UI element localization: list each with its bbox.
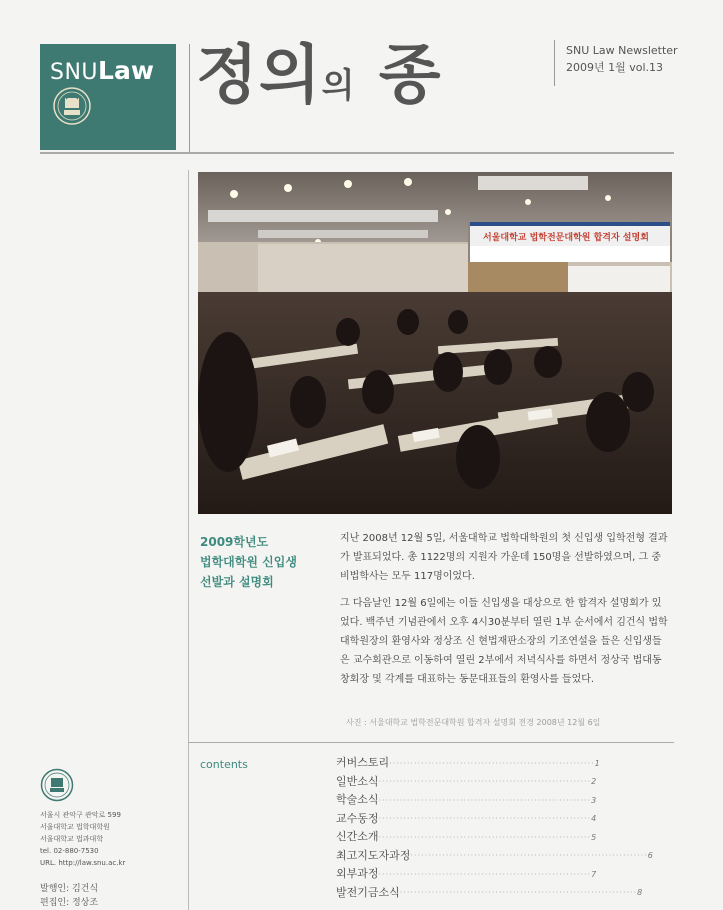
- contents-label: contents: [200, 758, 248, 771]
- article-paragraph: 지난 2008년 12월 5일, 서울대학교 법학대학원의 첫 신입생 입학전형 결과가 발표되었다. 총 1122명의 지원자 가운데 150명을 선발하였으며, 그 중 비법학사는 모두 117명이었다.: [340, 533, 668, 582]
- university-seal-icon: [52, 86, 92, 126]
- address-block: [40, 809, 125, 869]
- toc-leader: ····························································: [378, 777, 592, 786]
- toc-item[interactable]: [336, 828, 636, 847]
- table-of-contents: [336, 754, 653, 902]
- toc-item[interactable]: [336, 791, 636, 810]
- masthead-divider-right: [554, 40, 555, 86]
- contents-rule: [188, 742, 674, 743]
- toc-page: 6: [647, 851, 653, 860]
- toc-page: 4: [591, 814, 597, 823]
- snu-law-logo: [50, 56, 154, 85]
- toc-title: 일반소식: [336, 774, 379, 788]
- logo-law-text: Law: [98, 56, 154, 85]
- masthead-divider: [189, 44, 190, 152]
- toc-title: 교수동정: [336, 811, 379, 825]
- title-small: 의: [321, 66, 356, 106]
- toc-page: 7: [591, 869, 597, 879]
- newsletter-name: SNU Law Newsletter: [566, 44, 678, 57]
- toc-page: 1: [594, 758, 600, 768]
- toc-page: 5: [591, 832, 597, 842]
- toc-leader: ··························································: [389, 758, 595, 768]
- toc-title: 외부과정: [336, 867, 379, 880]
- toc-item[interactable]: [336, 754, 636, 773]
- publisher-block: [40, 882, 98, 910]
- address-line: 서울대학교 법과대학: [40, 835, 104, 843]
- photo-caption: 사진 : 서울대학교 법학전문대학원 합격자 설명회 전경 2008년 12월 6일: [346, 718, 601, 727]
- column-rule: [188, 170, 189, 910]
- toc-leader: ···································································: [410, 851, 648, 860]
- address-line: 서울대학교 법학대학원: [40, 823, 110, 831]
- toc-page: 3: [591, 795, 597, 805]
- toc-title: 커버스토리: [336, 756, 390, 769]
- publisher: 발행인: 김건식: [40, 884, 99, 894]
- toc-title: 학술소식: [336, 793, 379, 806]
- top-rule: [40, 152, 674, 154]
- article-paragraph: 그 다음날인 12월 6일에는 이들 신입생을 대상으로 한 합격자 설명회가 있었다. 백주년 기념관에서 오후 4시30분부터 열린 1부 순서에서 김건식 법학대학원장의 환영사와 정상조 신 현법재판소장의 기조연설을 들은 신입생들은 교수회관으로 이동하여 열린 2부에서 저녁식사를 하면서 정상국 법대동창회장 및 각계를 대표하는 동문대표들의 환영사를 들었다.: [340, 598, 668, 685]
- toc-item[interactable]: [336, 810, 636, 829]
- toc-leader: ····························································: [378, 795, 592, 805]
- toc-item[interactable]: [336, 884, 643, 903]
- issue-date: 2009년 1월 vol.13: [566, 61, 664, 74]
- university-seal-icon: [40, 768, 74, 802]
- article-headline: [200, 532, 320, 592]
- toc-title: 신간소개: [336, 830, 379, 843]
- headline-line: 2009학년도: [200, 535, 269, 549]
- article-body: [340, 529, 668, 697]
- headline-line: 법학대학원 신입생: [200, 555, 297, 569]
- toc-leader: ····························································: [378, 814, 592, 823]
- cover-photo: [198, 172, 672, 514]
- headline-line: 선발과 설명회: [200, 575, 274, 589]
- banner-text: 서울대학교 법학전문대학원 합격자 설명회: [483, 233, 649, 243]
- logo-snu-text: SNU: [50, 60, 99, 85]
- toc-leader: ···································································: [399, 888, 638, 897]
- toc-title: 발전기금소식: [336, 885, 400, 899]
- newsletter-title: [196, 39, 442, 113]
- url-line: URL. http://law.snu.ac.kr: [40, 859, 126, 867]
- toc-leader: ····························································: [378, 832, 592, 842]
- editor: 편집인: 정상조: [40, 898, 99, 908]
- toc-page: 8: [637, 888, 643, 897]
- title-part2: 종: [378, 39, 442, 113]
- toc-title: 최고지도자과정: [336, 848, 411, 862]
- toc-leader: ····························································: [378, 869, 592, 879]
- toc-item[interactable]: [336, 847, 653, 866]
- address-line: 서울시 관악구 관악로 599: [40, 811, 121, 819]
- toc-item[interactable]: [336, 865, 636, 884]
- toc-page: 2: [591, 777, 597, 786]
- toc-item[interactable]: [336, 773, 636, 792]
- title-part1: 정의: [196, 39, 322, 113]
- phone-line: tel. 02-880-7530: [40, 847, 99, 855]
